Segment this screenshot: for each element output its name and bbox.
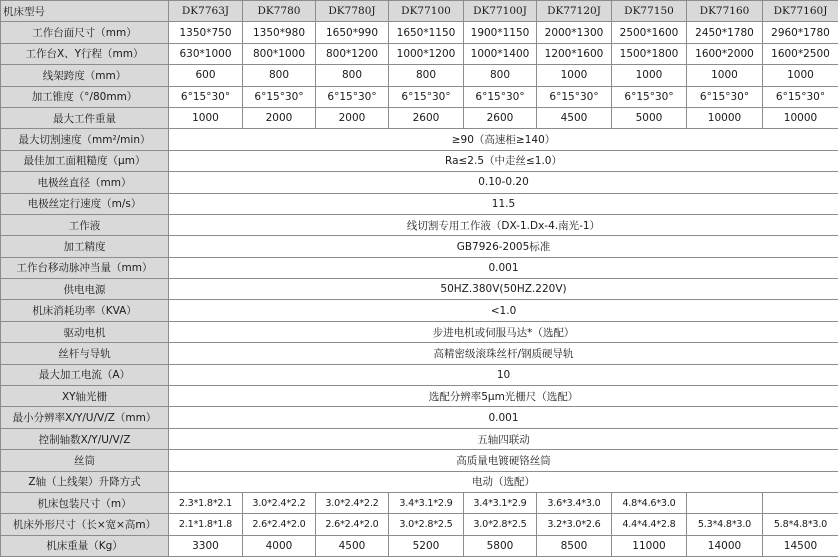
spec-row: [1, 492, 838, 513]
spec-value: 1900*1150: [464, 22, 537, 43]
spec-shared-value: Ra≤2.5（中走丝≤1.0）: [169, 150, 838, 171]
spec-label: 最大加工电流（A）: [1, 364, 169, 385]
spec-value: 3.0*2.8*2.5: [389, 514, 464, 535]
spec-label: 电极丝定行速度（m/s）: [1, 193, 169, 214]
spec-value: 4.4*4.4*2.8: [612, 514, 687, 535]
spec-value: 10000: [763, 107, 838, 128]
header-row: [1, 1, 838, 22]
spec-label: 机床包装尺寸（m）: [1, 492, 169, 513]
spec-value: 6°15°30°: [537, 86, 612, 107]
spec-label: 丝筒: [1, 450, 169, 471]
spec-value: 800: [243, 65, 316, 86]
spec-value: 800: [464, 65, 537, 86]
spec-label: 供电电源: [1, 279, 169, 300]
spec-value: 3.2*3.0*2.6: [537, 514, 612, 535]
spec-value: 3.6*3.4*3.0: [537, 492, 612, 513]
spec-value: 1000: [169, 107, 243, 128]
spec-row: [1, 214, 838, 235]
spec-label: 工作台X、Y行程（mm）: [1, 43, 169, 64]
spec-label: 最小分辨率X/Y/U/V/Z（mm）: [1, 407, 169, 428]
spec-row: [1, 321, 838, 342]
spec-shared-value: 选配分辨率5μm光栅尺（选配）: [169, 386, 838, 407]
spec-value: 630*1000: [169, 43, 243, 64]
spec-value: [687, 492, 763, 513]
spec-shared-value: <1.0: [169, 300, 838, 321]
spec-value: 5000: [612, 107, 687, 128]
spec-row: [1, 514, 838, 535]
spec-row: [1, 107, 838, 128]
spec-value: 1000: [687, 65, 763, 86]
spec-label: 工作台面尺寸（mm）: [1, 22, 169, 43]
spec-value: 6°15°30°: [612, 86, 687, 107]
spec-value: 11000: [612, 535, 687, 556]
spec-row: [1, 535, 838, 556]
spec-value: 2500*1600: [612, 22, 687, 43]
spec-row: [1, 343, 838, 364]
spec-label: 最大切割速度（mm²/min）: [1, 129, 169, 150]
model-name: DK7780J: [316, 1, 389, 22]
spec-value: 6°15°30°: [243, 86, 316, 107]
spec-label: 控制轴数X/Y/U/V/Z: [1, 428, 169, 449]
spec-value: 5.3*4.8*3.0: [687, 514, 763, 535]
spec-value: 2.3*1.8*2.1: [169, 492, 243, 513]
spec-value: 2450*1780: [687, 22, 763, 43]
spec-row: [1, 22, 838, 43]
spec-value: 1350*980: [243, 22, 316, 43]
model-name: DK7780: [243, 1, 316, 22]
model-name: DK77160: [687, 1, 763, 22]
spec-label: 线架跨度（mm）: [1, 65, 169, 86]
spec-row: [1, 300, 838, 321]
spec-value: 3.0*2.4*2.2: [243, 492, 316, 513]
spec-label: 工作台移动脉冲当量（mm）: [1, 257, 169, 278]
spec-label: 机床消耗功率（KVA）: [1, 300, 169, 321]
spec-row: [1, 150, 838, 171]
spec-row: [1, 471, 838, 492]
spec-shared-value: 11.5: [169, 193, 838, 214]
spec-row: [1, 364, 838, 385]
spec-shared-value: 0.001: [169, 257, 838, 278]
spec-row: [1, 86, 838, 107]
spec-label: 机床重量（Kg）: [1, 535, 169, 556]
spec-shared-value: GB7926-2005标准: [169, 236, 838, 257]
spec-label: 加工精度: [1, 236, 169, 257]
spec-label: Z轴（上线架）升降方式: [1, 471, 169, 492]
spec-value: 1000: [763, 65, 838, 86]
spec-row: [1, 236, 838, 257]
header-label: 机床型号: [1, 1, 169, 22]
spec-value: 14500: [763, 535, 838, 556]
spec-row: [1, 193, 838, 214]
spec-row: [1, 279, 838, 300]
spec-value: 6°15°30°: [763, 86, 838, 107]
spec-value: 800*1000: [243, 43, 316, 64]
spec-value: 1350*750: [169, 22, 243, 43]
spec-value: 6°15°30°: [389, 86, 464, 107]
spec-value: 4500: [537, 107, 612, 128]
spec-value: 1000: [612, 65, 687, 86]
spec-value: 800: [389, 65, 464, 86]
spec-value: 4500: [316, 535, 389, 556]
spec-row: [1, 65, 838, 86]
spec-value: 6°15°30°: [169, 86, 243, 107]
spec-row: [1, 43, 838, 64]
spec-value: 4.8*4.6*3.0: [612, 492, 687, 513]
spec-value: 2.6*2.4*2.0: [243, 514, 316, 535]
spec-shared-value: 步进电机或伺服马达*（选配）: [169, 321, 838, 342]
spec-row: [1, 407, 838, 428]
spec-row: [1, 386, 838, 407]
spec-label: 加工锥度（°/80mm）: [1, 86, 169, 107]
spec-row: [1, 450, 838, 471]
spec-value: 8500: [537, 535, 612, 556]
spec-value: 2000: [316, 107, 389, 128]
model-name: DK77120J: [537, 1, 612, 22]
spec-value: 6°15°30°: [464, 86, 537, 107]
spec-value: 1650*1150: [389, 22, 464, 43]
spec-value: 5800: [464, 535, 537, 556]
spec-shared-value: 线切割专用工作液（DX-1.Dx-4.南光-1）: [169, 214, 838, 235]
spec-label: 机床外形尺寸（长×宽×高m）: [1, 514, 169, 535]
model-name: DK77100: [389, 1, 464, 22]
spec-shared-value: 电动（选配）: [169, 471, 838, 492]
spec-shared-value: 50HZ.380V(50HZ.220V): [169, 279, 838, 300]
spec-label: 驱动电机: [1, 321, 169, 342]
spec-value: 600: [169, 65, 243, 86]
model-name: DK7763J: [169, 1, 243, 22]
spec-row: [1, 172, 838, 193]
spec-value: 3.4*3.1*2.9: [389, 492, 464, 513]
spec-label: XY轴光栅: [1, 386, 169, 407]
spec-row: [1, 428, 838, 449]
spec-value: 1200*1600: [537, 43, 612, 64]
spec-value: 1600*2000: [687, 43, 763, 64]
spec-value: 1600*2500: [763, 43, 838, 64]
spec-value: 2600: [389, 107, 464, 128]
spec-label: 丝杆与导轨: [1, 343, 169, 364]
spec-shared-value: 高精密级滚珠丝杆/钢质硬导轨: [169, 343, 838, 364]
model-name: DK77150: [612, 1, 687, 22]
model-name: DK77160J: [763, 1, 838, 22]
spec-value: 10000: [687, 107, 763, 128]
model-name: DK77100J: [464, 1, 537, 22]
spec-label: 最佳加工面粗糙度（μm）: [1, 150, 169, 171]
spec-shared-value: 高质量电镀硬铬丝筒: [169, 450, 838, 471]
spec-shared-value: 0.10-0.20: [169, 172, 838, 193]
spec-value: 14000: [687, 535, 763, 556]
spec-value: [763, 492, 838, 513]
spec-shared-value: 10: [169, 364, 838, 385]
spec-value: 5200: [389, 535, 464, 556]
spec-row: [1, 129, 838, 150]
spec-label: 最大工件重量: [1, 107, 169, 128]
spec-value: 1650*990: [316, 22, 389, 43]
spec-value: 3.4*3.1*2.9: [464, 492, 537, 513]
spec-shared-value: 0.001: [169, 407, 838, 428]
spec-value: 800: [316, 65, 389, 86]
spec-row: [1, 257, 838, 278]
spec-shared-value: 五轴四联动: [169, 428, 838, 449]
spec-label: 工作液: [1, 214, 169, 235]
spec-label: 电极丝直径（mm）: [1, 172, 169, 193]
spec-value: 4000: [243, 535, 316, 556]
spec-value: 2.1*1.8*1.8: [169, 514, 243, 535]
spec-table-body: [1, 1, 838, 557]
spec-value: 2960*1780: [763, 22, 838, 43]
spec-value: 6°15°30°: [687, 86, 763, 107]
spec-value: 6°15°30°: [316, 86, 389, 107]
spec-value: 1000: [537, 65, 612, 86]
spec-value: 2600: [464, 107, 537, 128]
spec-value: 1000*1200: [389, 43, 464, 64]
spec-value: 5.8*4.8*3.0: [763, 514, 838, 535]
spec-shared-value: ≥90（高速柜≥140）: [169, 129, 838, 150]
spec-value: 3.0*2.8*2.5: [464, 514, 537, 535]
spec-value: 800*1200: [316, 43, 389, 64]
spec-value: 3.0*2.4*2.2: [316, 492, 389, 513]
spec-value: 2000*1300: [537, 22, 612, 43]
spec-value: 3300: [169, 535, 243, 556]
spec-value: 1500*1800: [612, 43, 687, 64]
spec-value: 2000: [243, 107, 316, 128]
spec-value: 2.6*2.4*2.0: [316, 514, 389, 535]
spec-value: 1000*1400: [464, 43, 537, 64]
